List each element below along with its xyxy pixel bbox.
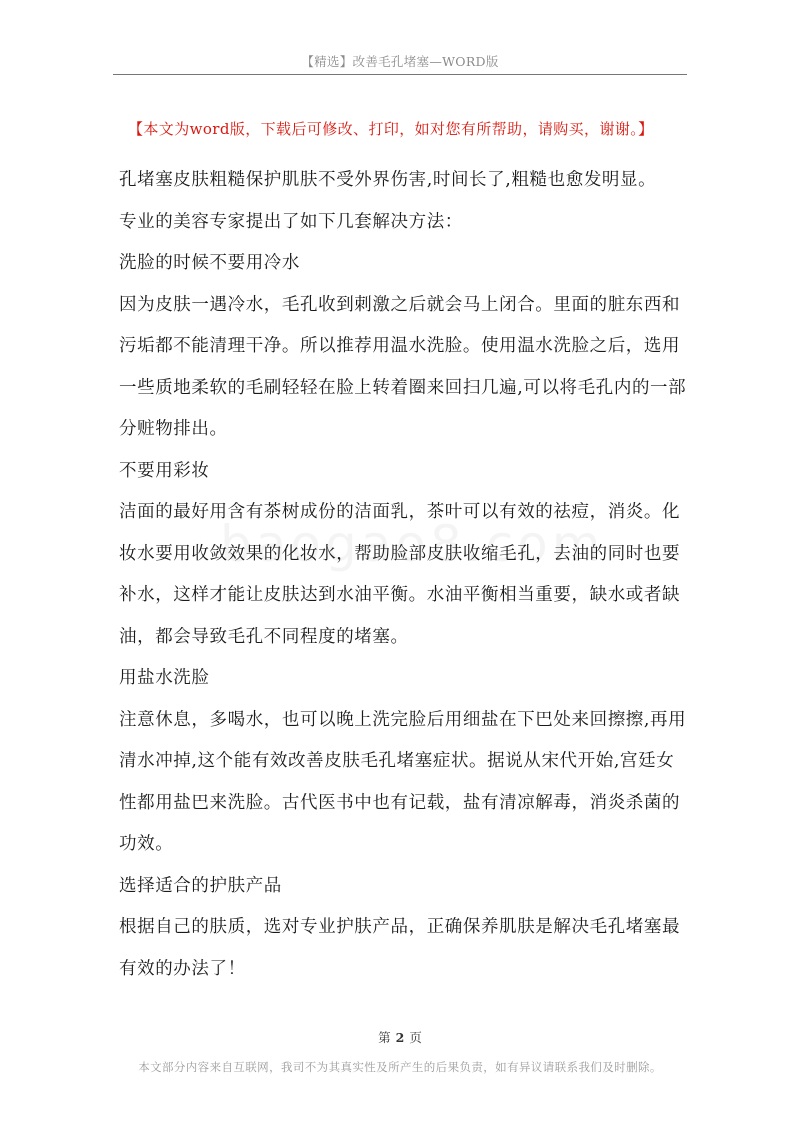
paragraph-salt: 注意休息，多喝水，也可以晚上洗完脸后用细盐在下巴处来回擦擦,再用清水冲掉,这个能有效改善皮肤毛孔堵塞症状。据说从宋代开始,宫廷女性都用盐巴来洗脸。古代医书中也有记载，盐有清凉解毒，消炎杀菌的功效。 (119, 709, 687, 854)
paragraph-products: 根据自己的肤质，选对专业护肤产品，正确保养肌肤是解决毛孔堵塞最有效的办法了！ (119, 917, 681, 979)
paragraph-intro: 孔堵塞皮肤粗糙保护肌肤不受外界伤害,时间长了,粗糙也愈发明显。 (119, 170, 657, 190)
paragraph-methods-intro: 专业的美容专家提出了如下几套解决方法： (119, 211, 463, 232)
page-number-value: 2 (395, 1030, 405, 1045)
page-number-prefix: 第 (378, 1030, 391, 1045)
section-heading-salt-water: 用盐水洗脸 (119, 668, 210, 688)
paragraph-cleanser: 洁面的最好用含有茶树成份的洁面乳，茶叶可以有效的祛痘，消炎。化妆水要用收敛效果的化妆水，帮助脸部皮肤收缩毛孔，去油的同时也要补水，这样才能让皮肤达到水油平衡。水油平衡相当重要，缺水或者缺油，都会导致毛孔不同程度的堵塞。 (119, 502, 681, 647)
page-number-suffix: 页 (409, 1030, 422, 1045)
document-body (119, 160, 689, 990)
header-divider (113, 74, 687, 75)
page-header: 【精选】改善毛孔堵塞—WORD版 (301, 54, 499, 69)
paragraph-warm-water: 因为皮肤一遇冷水，毛孔收到刺激之后就会马上闭合。里面的脏东西和污垢都不能清理干净。所以推荐用温水洗脸。使用温水洗脸之后，选用一些质地柔软的毛刷轻轻在脸上转着圈来回扫几遍,可以将毛孔内的一部分赃物排出。 (119, 294, 687, 439)
purchase-notice: 【本文为word版，下载后可修改、打印，如对您有所帮助，请购买，谢谢。】 (128, 120, 654, 138)
page-number (0, 1028, 800, 1046)
section-heading-products: 选择适合的护肤产品 (119, 875, 282, 896)
section-heading-no-makeup: 不要用彩妆 (119, 460, 210, 481)
section-heading-cold-water: 洗脸的时候不要用冷水 (119, 253, 300, 273)
disclaimer-footer: 本文部分内容来自互联网，我司不为其真实性及所产生的后果负责，如有异议请联系我们及时删除。 (138, 1060, 662, 1074)
